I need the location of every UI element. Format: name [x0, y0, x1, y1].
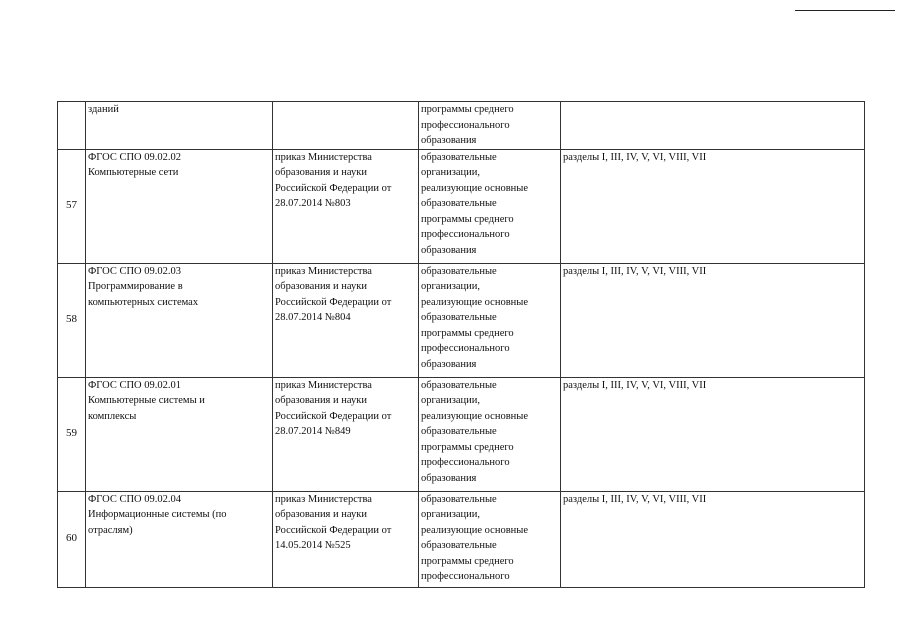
organizations-text-line: образовательные: [421, 151, 497, 163]
organizations-text-line: организации,: [421, 395, 480, 406]
organizations-text-line: программы среднего: [421, 441, 514, 453]
organizations-cell: [419, 149, 561, 263]
organizations-text-line: образовательные: [421, 198, 497, 209]
organizations-cell: [419, 263, 561, 377]
document-text-line: зданий: [88, 104, 119, 115]
sections-cell: [561, 102, 865, 150]
document-text-line: Информационные системы (по: [88, 509, 227, 520]
organizations-text-line: программы среднего: [421, 104, 514, 115]
legal-act-text-line: 28.07.2014 №803: [275, 198, 351, 209]
table-row: [58, 149, 865, 263]
organizations-cell: [419, 377, 561, 491]
organizations-text-line: образования: [421, 244, 477, 256]
legal-act-text-line: приказ Министерства: [275, 379, 372, 391]
organizations-text-line: образования: [421, 135, 477, 146]
organizations-text-line: профессионального: [421, 343, 510, 354]
table-row: [58, 263, 865, 377]
organizations-text-line: образовательные: [421, 312, 497, 323]
organizations-text-line: образования: [421, 472, 477, 484]
document-text-line: Программирование в: [88, 281, 183, 292]
document-text-line: комплексы: [88, 410, 137, 422]
legal-act-text-line: образования и науки: [275, 395, 367, 406]
row-number: 60: [58, 491, 86, 587]
row-number: [58, 102, 86, 150]
legal-act-cell: [273, 491, 419, 587]
legal-act-text-line: Российской Федерации от: [275, 410, 392, 422]
document-text-line: отраслям): [88, 524, 133, 536]
legal-act-text-line: 28.07.2014 №804: [275, 312, 351, 323]
legal-act-cell: [273, 102, 419, 150]
document-text-line: ФГОС СПО 09.02.01: [88, 379, 181, 391]
organizations-text-line: образовательные: [421, 540, 497, 551]
organizations-cell: [419, 491, 561, 587]
legal-act-cell: [273, 149, 419, 263]
row-number: 57: [58, 149, 86, 263]
organizations-text-line: реализующие основные: [421, 524, 528, 536]
organizations-text-line: профессионального: [421, 571, 510, 582]
row-number: 58: [58, 263, 86, 377]
table-row: [58, 102, 865, 150]
organizations-text-line: реализующие основные: [421, 182, 528, 194]
document-cell: [86, 377, 273, 491]
legal-act-text-line: 28.07.2014 №849: [275, 426, 351, 437]
table-row: [58, 377, 865, 491]
sections-cell: разделы I, III, IV, V, VI, VIII, VII: [561, 149, 865, 263]
document-cell: [86, 491, 273, 587]
legal-act-text-line: приказ Министерства: [275, 151, 372, 163]
legal-act-text-line: Российской Федерации от: [275, 182, 392, 194]
sections-cell: разделы I, III, IV, V, VI, VIII, VII: [561, 263, 865, 377]
organizations-text-line: программы среднего: [421, 555, 514, 567]
legal-act-text-line: 14.05.2014 №525: [275, 540, 351, 551]
document-text-line: ФГОС СПО 09.02.02: [88, 151, 181, 163]
document-cell: [86, 102, 273, 150]
organizations-text-line: образования: [421, 358, 477, 370]
organizations-text-line: программы среднего: [421, 327, 514, 339]
organizations-text-line: организации,: [421, 509, 480, 520]
legal-act-text-line: приказ Министерства: [275, 493, 372, 505]
organizations-text-line: профессионального: [421, 457, 510, 468]
organizations-text-line: образовательные: [421, 265, 497, 277]
organizations-cell: [419, 102, 561, 150]
table-row: [58, 491, 865, 587]
document-text-line: Компьютерные сети: [88, 167, 179, 178]
legal-act-text-line: приказ Министерства: [275, 265, 372, 277]
document-cell: [86, 149, 273, 263]
organizations-text-line: образовательные: [421, 493, 497, 505]
organizations-text-line: организации,: [421, 167, 480, 178]
legal-act-text-line: Российской Федерации от: [275, 296, 392, 308]
legal-act-text-line: образования и науки: [275, 281, 367, 292]
legal-act-cell: [273, 377, 419, 491]
page-top-rule: [795, 10, 895, 11]
legal-act-text-line: Российской Федерации от: [275, 524, 392, 536]
document-text-line: Компьютерные системы и: [88, 395, 205, 406]
legal-act-text-line: образования и науки: [275, 509, 367, 520]
sections-cell: разделы I, III, IV, V, VI, VIII, VII: [561, 491, 865, 587]
organizations-text-line: профессионального: [421, 229, 510, 240]
legal-act-text-line: образования и науки: [275, 167, 367, 178]
organizations-text-line: профессионального: [421, 119, 510, 131]
organizations-text-line: организации,: [421, 281, 480, 292]
row-number: 59: [58, 377, 86, 491]
sections-cell: разделы I, III, IV, V, VI, VIII, VII: [561, 377, 865, 491]
organizations-text-line: образовательные: [421, 379, 497, 391]
organizations-text-line: программы среднего: [421, 213, 514, 225]
legal-act-cell: [273, 263, 419, 377]
organizations-text-line: образовательные: [421, 426, 497, 437]
organizations-text-line: реализующие основные: [421, 296, 528, 308]
organizations-text-line: реализующие основные: [421, 410, 528, 422]
document-cell: [86, 263, 273, 377]
document-text-line: ФГОС СПО 09.02.04: [88, 493, 181, 505]
document-text-line: компьютерных системах: [88, 296, 199, 308]
document-text-line: ФГОС СПО 09.02.03: [88, 265, 181, 277]
standards-table: [57, 101, 865, 588]
